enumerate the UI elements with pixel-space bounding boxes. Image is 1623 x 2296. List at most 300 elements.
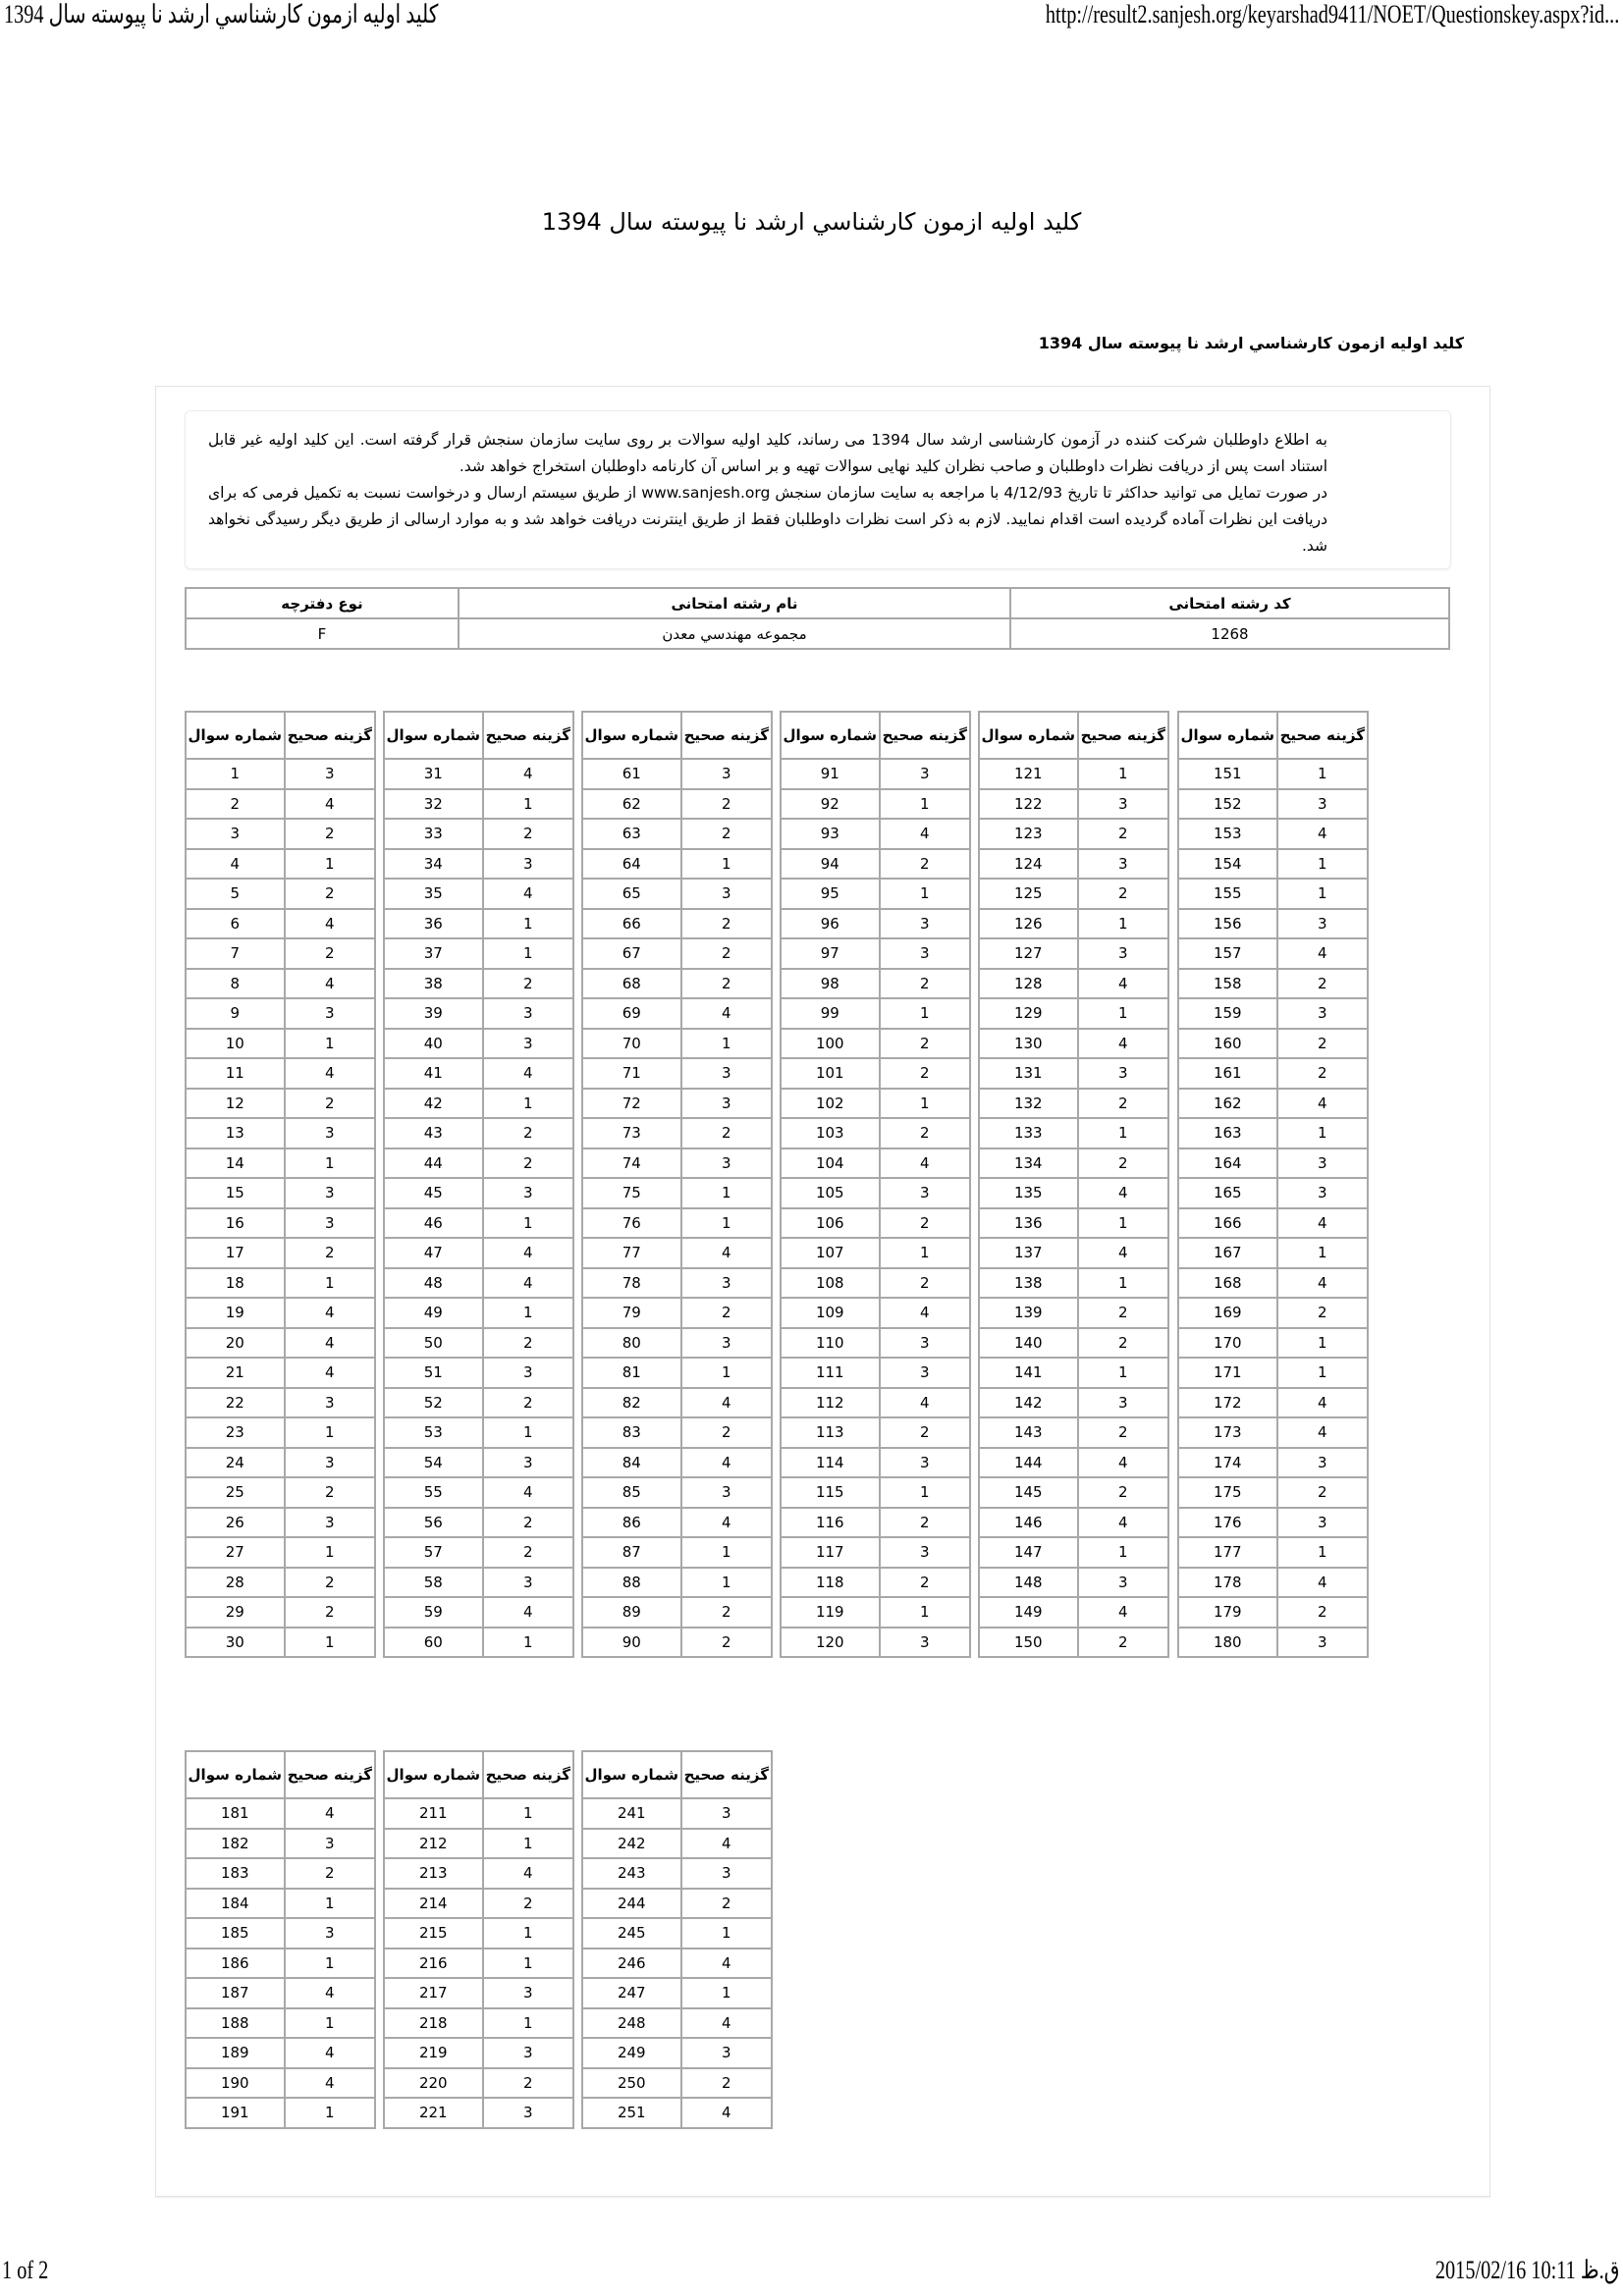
question-number: 251 [582,2098,681,2128]
correct-answer: 3 [1277,1148,1368,1179]
table-row [186,1388,375,1418]
answer-table [780,711,971,1658]
correct-answer: 2 [483,1889,573,1919]
correct-answer: 2 [1277,1029,1368,1059]
table-row [186,1829,375,1859]
question-number: 155 [1178,879,1277,909]
question-number: 181 [186,1798,285,1829]
correct-answer: 4 [681,1949,772,1979]
question-number: 158 [1178,969,1277,999]
correct-answer: 3 [483,998,573,1029]
table-row [384,1298,573,1328]
booklet-type-value: F [186,618,459,649]
question-number: 108 [781,1268,880,1299]
question-number: 144 [979,1448,1078,1478]
correct-answer: 4 [1078,1448,1168,1478]
question-number: 55 [384,1477,483,1508]
correct-answer: 3 [681,1058,772,1089]
table-row [582,1949,772,1979]
correct-answer: 4 [880,1298,970,1328]
table-row [384,1918,573,1949]
table-row [582,759,772,789]
question-number: 135 [979,1178,1078,1208]
question-number: 120 [781,1628,880,1658]
question-number: 169 [1178,1298,1277,1328]
correct-answer: 4 [1277,819,1368,849]
correct-answer: 3 [880,759,970,789]
correct-answer: 1 [483,1918,573,1949]
question-number: 65 [582,879,681,909]
table-row [582,1889,772,1919]
question-number: 69 [582,998,681,1029]
correct-answer: 3 [1277,789,1368,820]
correct-answer: 2 [1078,1628,1168,1658]
table-row [582,1568,772,1598]
table-row [781,1597,970,1628]
correct-answer: 1 [483,1089,573,1119]
question-number: 138 [979,1268,1078,1299]
table-row [979,1417,1168,1448]
table-row [186,1208,375,1239]
table-row [781,1328,970,1359]
table-row [781,1417,970,1448]
table-row [582,849,772,880]
question-number: 48 [384,1268,483,1299]
question-number: 116 [781,1508,880,1538]
header-correct-answer: گزینه صحیح [483,712,573,759]
exam-info-header-row [186,588,1449,618]
correct-answer: 4 [285,1978,375,2008]
correct-answer: 1 [483,2008,573,2039]
correct-answer: 3 [483,1178,573,1208]
question-number: 171 [1178,1358,1277,1388]
table-row [979,759,1168,789]
question-number: 245 [582,1918,681,1949]
correct-answer: 2 [681,969,772,999]
correct-answer: 1 [681,1537,772,1568]
header-correct-answer: گزینه صحیح [681,1751,772,1798]
question-number: 141 [979,1358,1078,1388]
table-row [781,998,970,1029]
table-row [582,1058,772,1089]
table-row [582,1829,772,1859]
table-row [979,1448,1168,1478]
question-number: 26 [186,1508,285,1538]
correct-answer: 2 [1277,1597,1368,1628]
correct-answer: 1 [285,1148,375,1179]
table-row [186,2098,375,2128]
correct-answer: 3 [1078,938,1168,969]
correct-answer: 1 [1078,1358,1168,1388]
correct-answer: 3 [285,759,375,789]
answer-table-header-row [979,712,1168,759]
correct-answer: 3 [880,938,970,969]
correct-answer: 3 [483,1448,573,1478]
question-number: 247 [582,1978,681,2008]
correct-answer: 4 [880,1148,970,1179]
correct-answer: 3 [681,1328,772,1359]
table-row [1178,1508,1368,1538]
question-number: 111 [781,1358,880,1388]
table-row [186,1798,375,1829]
question-number: 28 [186,1568,285,1598]
table-row [582,938,772,969]
correct-answer: 1 [1277,1328,1368,1359]
question-number: 217 [384,1978,483,2008]
table-row [186,1417,375,1448]
table-row [781,1029,970,1059]
question-number: 81 [582,1358,681,1388]
correct-answer: 2 [483,819,573,849]
exam-code-value: 1268 [1010,618,1449,649]
table-row [186,1238,375,1268]
table-row [384,1829,573,1859]
question-number: 156 [1178,909,1277,939]
question-number: 46 [384,1208,483,1239]
correct-answer: 3 [483,2038,573,2068]
correct-answer: 3 [1277,1178,1368,1208]
correct-answer: 1 [1078,1537,1168,1568]
question-number: 127 [979,938,1078,969]
correct-answer: 2 [880,1029,970,1059]
question-number: 248 [582,2008,681,2039]
table-row [979,938,1168,969]
table-row [582,1978,772,2008]
table-row [186,1448,375,1478]
table-row [186,1268,375,1299]
table-row [1178,1238,1368,1268]
correct-answer: 4 [1277,1089,1368,1119]
correct-answer: 1 [1078,909,1168,939]
table-row [186,1537,375,1568]
question-number: 214 [384,1889,483,1919]
table-row [384,1949,573,1979]
question-number: 157 [1178,938,1277,969]
correct-answer: 2 [880,1417,970,1448]
correct-answer: 1 [285,1417,375,1448]
header-correct-answer: گزینه صحیح [285,1751,375,1798]
table-row [186,1178,375,1208]
table-row [186,998,375,1029]
table-row [1178,879,1368,909]
table-row [979,1089,1168,1119]
table-row [1178,1328,1368,1359]
question-number: 87 [582,1537,681,1568]
question-number: 80 [582,1328,681,1359]
table-row [582,1089,772,1119]
question-number: 75 [582,1178,681,1208]
correct-answer: 2 [880,1118,970,1148]
table-row [384,849,573,880]
correct-answer: 3 [483,1358,573,1388]
print-header-url: http://result2.sanjesh.org/keyarshad9411/NOET/Questionskey.aspx?id... [1045,0,1619,28]
question-number: 123 [979,819,1078,849]
correct-answer: 2 [483,1118,573,1148]
table-row [979,1208,1168,1239]
question-number: 36 [384,909,483,939]
table-row [582,1029,772,1059]
correct-answer: 2 [285,1568,375,1598]
question-number: 29 [186,1597,285,1628]
question-number: 249 [582,2038,681,2068]
table-row [979,1508,1168,1538]
correct-answer: 1 [681,849,772,880]
correct-answer: 4 [1277,938,1368,969]
correct-answer: 1 [483,909,573,939]
header-booklet-type: نوع دفترچه [186,588,459,618]
table-row [186,819,375,849]
question-number: 132 [979,1089,1078,1119]
table-row [781,789,970,820]
question-number: 115 [781,1477,880,1508]
question-number: 62 [582,789,681,820]
question-number: 15 [186,1178,285,1208]
table-row [582,1597,772,1628]
correct-answer: 4 [285,969,375,999]
correct-answer: 1 [483,1417,573,1448]
question-number: 172 [1178,1388,1277,1418]
question-number: 27 [186,1537,285,1568]
question-number: 67 [582,938,681,969]
question-number: 68 [582,969,681,999]
question-number: 83 [582,1417,681,1448]
correct-answer: 4 [1078,969,1168,999]
table-row [384,1268,573,1299]
table-row [384,1798,573,1829]
question-number: 159 [1178,998,1277,1029]
question-number: 177 [1178,1537,1277,1568]
table-row [781,909,970,939]
correct-answer: 2 [1277,1058,1368,1089]
question-number: 86 [582,1508,681,1538]
correct-answer: 1 [483,1628,573,1658]
question-number: 74 [582,1148,681,1179]
question-number: 104 [781,1148,880,1179]
question-number: 113 [781,1417,880,1448]
question-number: 241 [582,1798,681,1829]
question-number: 39 [384,998,483,1029]
table-row [781,1537,970,1568]
question-number: 70 [582,1029,681,1059]
correct-answer: 1 [681,1029,772,1059]
question-number: 145 [979,1477,1078,1508]
correct-answer: 1 [681,1978,772,2008]
table-row [979,1477,1168,1508]
correct-answer: 4 [483,1597,573,1628]
correct-answer: 1 [285,2098,375,2128]
question-number: 213 [384,1858,483,1889]
answer-table [581,1750,773,2129]
question-number: 14 [186,1148,285,1179]
correct-answer: 2 [483,1388,573,1418]
question-number: 216 [384,1949,483,1979]
table-row [384,1208,573,1239]
table-row [186,969,375,999]
question-number: 37 [384,938,483,969]
correct-answer: 4 [1078,1508,1168,1538]
correct-answer: 1 [285,1949,375,1979]
correct-answer: 4 [681,1448,772,1478]
page-subtitle: كليد اوليه ازمون كارشناسي ارشد نا پيوسته سال 1394 [1038,334,1464,352]
table-row [781,1208,970,1239]
correct-answer: 4 [285,2038,375,2068]
question-number: 18 [186,1268,285,1299]
question-number: 137 [979,1238,1078,1268]
question-number: 189 [186,2038,285,2068]
correct-answer: 2 [285,1477,375,1508]
question-number: 20 [186,1328,285,1359]
table-row [186,1597,375,1628]
question-number: 162 [1178,1089,1277,1119]
table-row [781,1628,970,1658]
table-row [582,1508,772,1538]
correct-answer: 3 [483,2098,573,2128]
correct-answer: 2 [681,1118,772,1148]
correct-answer: 3 [880,1537,970,1568]
header-question-number: شماره سوال [582,1751,681,1798]
question-number: 42 [384,1089,483,1119]
table-row [186,1058,375,1089]
table-row [384,1358,573,1388]
question-number: 25 [186,1477,285,1508]
question-number: 98 [781,969,880,999]
correct-answer: 1 [1078,759,1168,789]
correct-answer: 2 [880,1508,970,1538]
table-row [582,1537,772,1568]
question-number: 44 [384,1148,483,1179]
table-row [186,2038,375,2068]
question-number: 90 [582,1628,681,1658]
question-number: 221 [384,2098,483,2128]
header-exam-name: نام رشته امتحانی [459,588,1010,618]
header-question-number: شماره سوال [582,712,681,759]
table-row [582,1148,772,1179]
question-number: 125 [979,879,1078,909]
table-row [582,1477,772,1508]
question-number: 73 [582,1118,681,1148]
correct-answer: 1 [880,998,970,1029]
answer-table-header-row [186,1751,375,1798]
table-row [384,1029,573,1059]
question-number: 24 [186,1448,285,1478]
table-row [186,2068,375,2099]
correct-answer: 4 [681,1238,772,1268]
question-number: 5 [186,879,285,909]
table-row [1178,1298,1368,1328]
table-row [979,969,1168,999]
correct-answer: 1 [681,1178,772,1208]
table-row [781,1358,970,1388]
correct-answer: 1 [681,1918,772,1949]
correct-answer: 4 [1277,1268,1368,1299]
question-number: 34 [384,849,483,880]
question-number: 23 [186,1417,285,1448]
correct-answer: 2 [483,1328,573,1359]
correct-answer: 4 [681,2098,772,2128]
correct-answer: 4 [880,1388,970,1418]
correct-answer: 3 [1277,909,1368,939]
table-row [582,1238,772,1268]
table-row [781,849,970,880]
correct-answer: 2 [1078,1328,1168,1359]
correct-answer: 4 [285,909,375,939]
table-row [384,1889,573,1919]
question-number: 31 [384,759,483,789]
table-row [384,1178,573,1208]
table-row [1178,789,1368,820]
table-row [186,1568,375,1598]
table-row [979,1388,1168,1418]
correct-answer: 3 [285,1448,375,1478]
question-number: 218 [384,2008,483,2039]
notice-paragraph-2: در صورت تمایل می توانید حداکثر تا تاریخ 4/12/93 با مراجعه به سایت سازمان سنجش www.sanjesh.org از طریق سیستم ارسال و درخواست نسبت به تکمیل فرمی که برای دریافت این نظرات آماده گردیده است اقدام نمایید. لازم به ذکر است نظرات داوطلبان فقط از طریق اینترنت دریافت خواهد شد و به موارد ارسالی از طریق دیگر رسیدگی نخواهد شد. [208,484,1327,555]
question-number: 32 [384,789,483,820]
question-number: 99 [781,998,880,1029]
correct-answer: 3 [285,1388,375,1418]
question-number: 54 [384,1448,483,1478]
correct-answer: 1 [880,1477,970,1508]
question-number: 93 [781,819,880,849]
table-row [384,1118,573,1148]
table-row [582,1798,772,1829]
table-row [582,1298,772,1328]
answer-table-header-row [1178,712,1368,759]
question-number: 166 [1178,1208,1277,1239]
question-number: 122 [979,789,1078,820]
question-number: 146 [979,1508,1078,1538]
table-row [582,2038,772,2068]
correct-answer: 4 [880,819,970,849]
question-number: 2 [186,789,285,820]
correct-answer: 2 [681,909,772,939]
correct-answer: 1 [285,1268,375,1299]
table-row [186,1089,375,1119]
question-number: 179 [1178,1597,1277,1628]
correct-answer: 2 [880,1058,970,1089]
question-number: 3 [186,819,285,849]
question-number: 167 [1178,1238,1277,1268]
exam-info-table [185,587,1450,650]
correct-answer: 3 [1078,1388,1168,1418]
header-question-number: شماره سوال [186,1751,285,1798]
question-number: 19 [186,1298,285,1328]
header-exam-code: کد رشته امتحانی [1010,588,1449,618]
correct-answer: 2 [1277,1298,1368,1328]
correct-answer: 3 [483,1978,573,2008]
table-row [1178,1178,1368,1208]
answer-table-header-row [781,712,970,759]
correct-answer: 3 [681,1858,772,1889]
correct-answer: 2 [681,1628,772,1658]
question-number: 91 [781,759,880,789]
question-number: 170 [1178,1328,1277,1359]
question-number: 174 [1178,1448,1277,1478]
question-number: 9 [186,998,285,1029]
correct-answer: 3 [285,1208,375,1239]
correct-answer: 2 [285,1238,375,1268]
question-number: 183 [186,1858,285,1889]
header-question-number: شماره سوال [384,1751,483,1798]
question-number: 66 [582,909,681,939]
correct-answer: 2 [1078,1477,1168,1508]
question-number: 131 [979,1058,1078,1089]
table-row [1178,998,1368,1029]
table-row [979,1029,1168,1059]
table-row [384,789,573,820]
correct-answer: 3 [285,1829,375,1859]
table-row [186,1477,375,1508]
table-row [1178,759,1368,789]
